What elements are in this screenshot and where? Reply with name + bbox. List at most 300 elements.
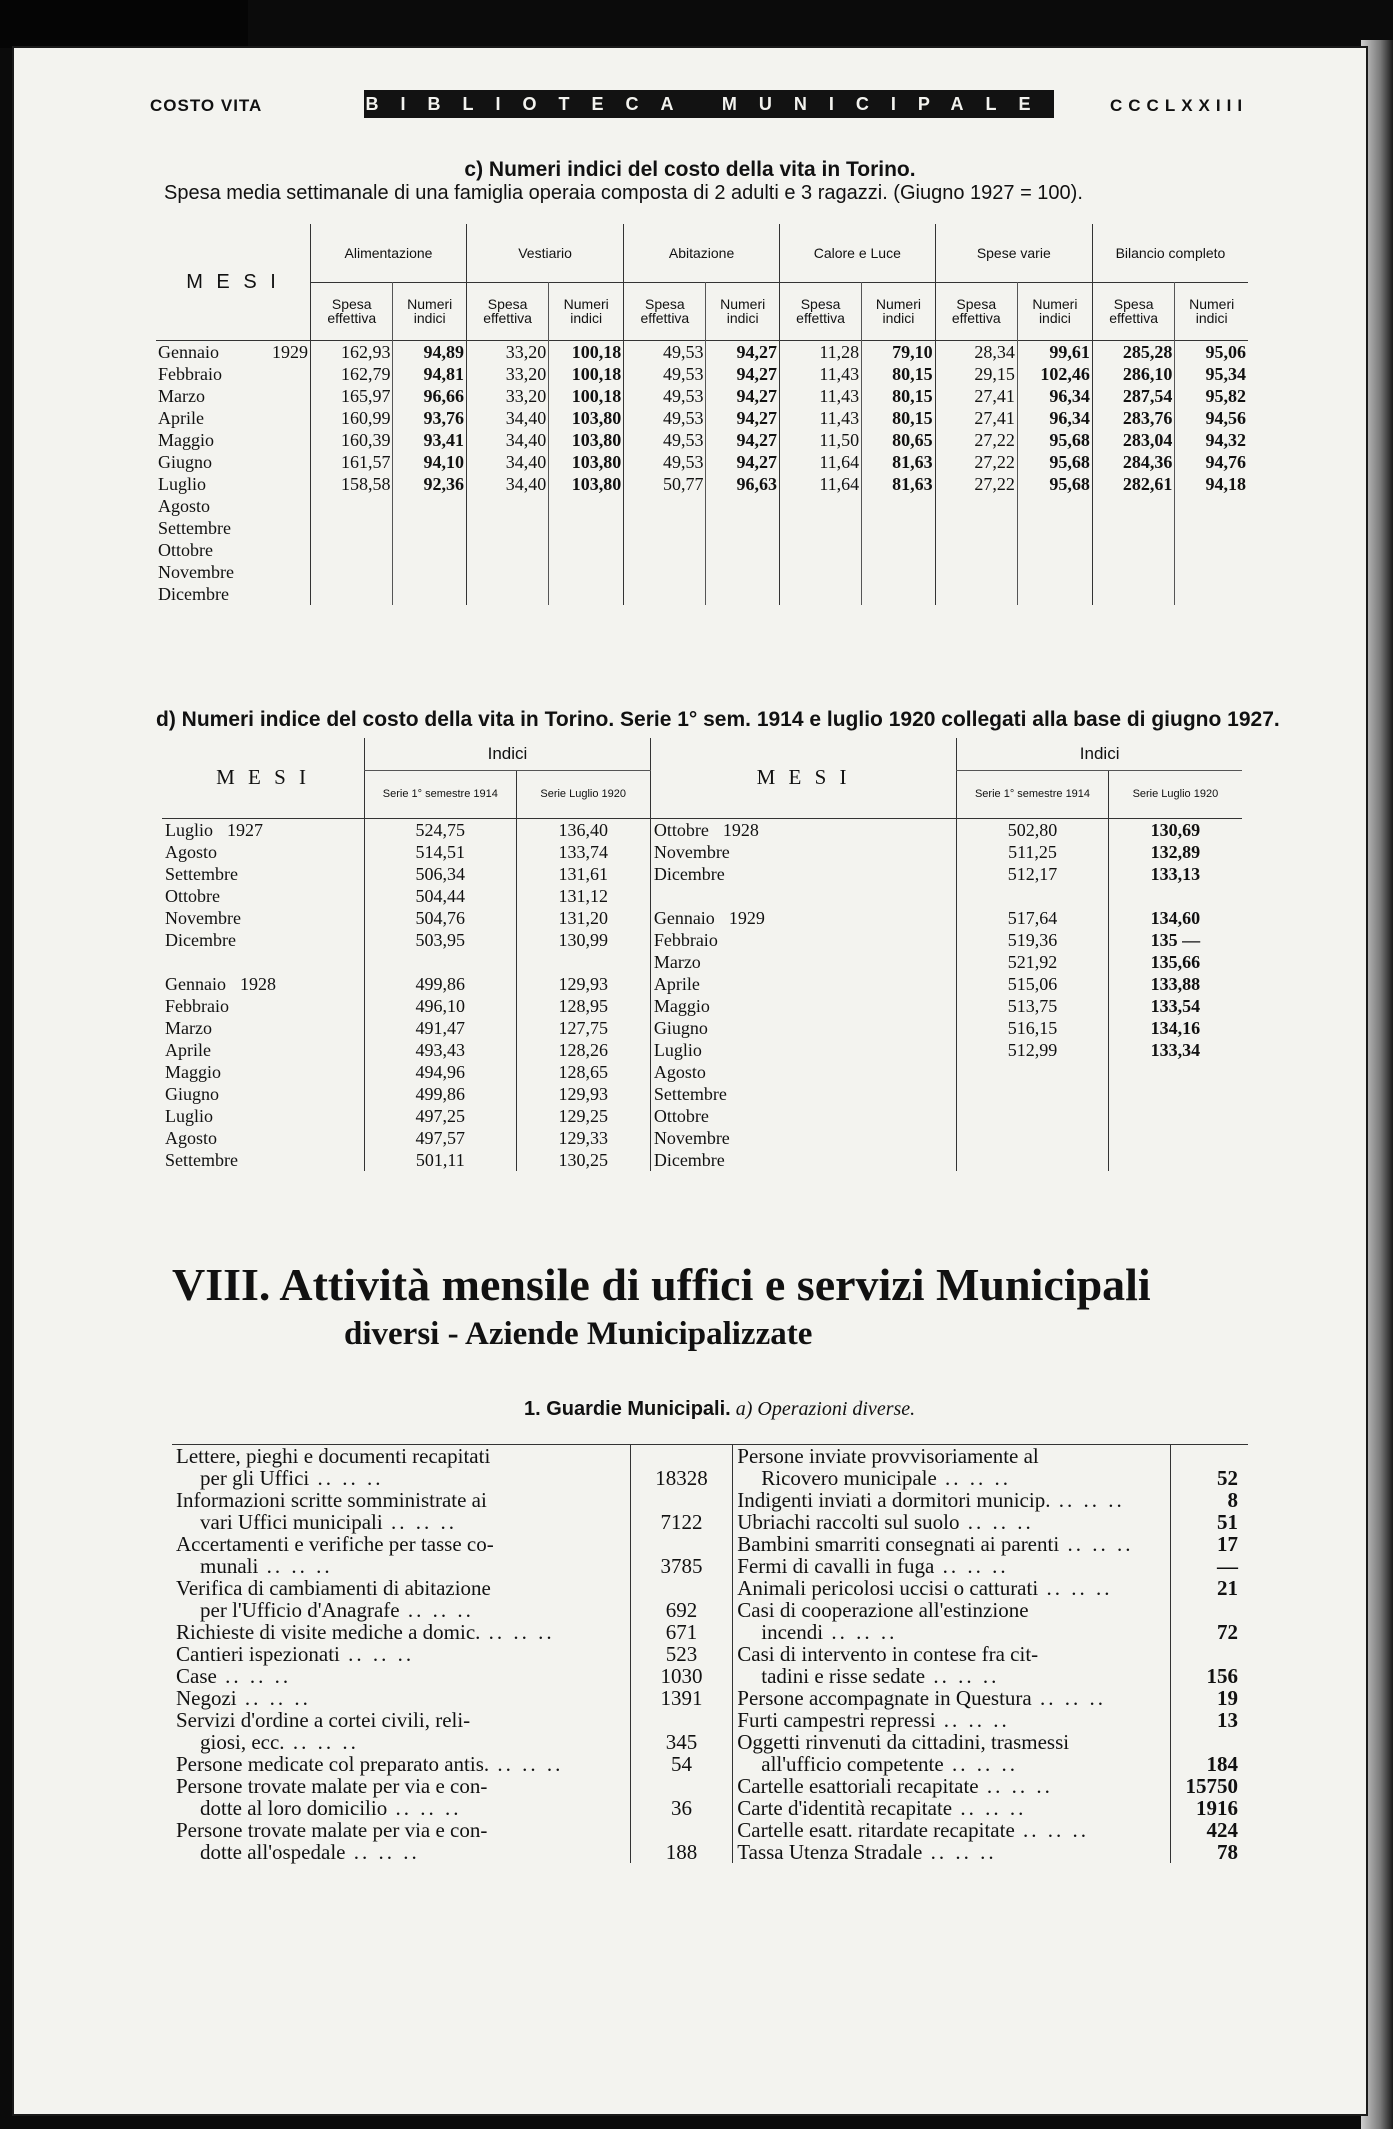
- month-row: [156, 407, 1248, 429]
- value-cell: [862, 561, 935, 583]
- leader-dots: .. .. ..: [216, 1664, 292, 1688]
- month-cell: [650, 1083, 956, 1105]
- operation-value: 345: [665, 1730, 698, 1754]
- operation-label: [733, 1467, 1171, 1489]
- operation-text: dotte all'ospedale: [200, 1840, 346, 1864]
- value-cell: 27,22: [935, 429, 1017, 451]
- value-cell: 49,53: [624, 385, 706, 407]
- scan-dark-corner: [0, 0, 248, 48]
- serie-1920-value: 135 —: [1108, 929, 1242, 951]
- operation-label: [172, 1555, 630, 1577]
- operation-text: Persone inviate provvisoriamente al: [737, 1444, 1039, 1468]
- operation-text: Negozi: [176, 1686, 237, 1710]
- month-cell: [162, 1105, 365, 1127]
- leader-dots: .. .. ..: [922, 1840, 997, 1864]
- operation-count: [630, 1445, 733, 1468]
- value-cell: 27,22: [935, 451, 1017, 473]
- value-cell: 94,89: [393, 340, 466, 363]
- operation-value: 1391: [660, 1686, 703, 1710]
- operation-text: per l'Ufficio d'Anagrafe: [200, 1598, 400, 1622]
- serie-1914-value: 506,34: [365, 863, 516, 885]
- operation-label: [733, 1709, 1171, 1731]
- month-cell: [156, 495, 311, 517]
- serie-1920-header: Serie Luglio 1920: [1108, 770, 1242, 818]
- serie-1914-value: 491,47: [365, 1017, 516, 1039]
- serie-1920-value: 130,25: [516, 1149, 650, 1171]
- group-header: Bilancio completo: [1092, 224, 1248, 282]
- value-cell: 28,34: [935, 340, 1017, 363]
- month-cell: [162, 907, 365, 929]
- operation-text: giosi, ecc.: [200, 1730, 285, 1754]
- operation-text: Persone accompagnate in Questura: [737, 1686, 1032, 1710]
- operation-text: Cartelle esatt. ritardate recapitate: [737, 1818, 1015, 1842]
- leader-dots: .. .. ..: [1038, 1576, 1113, 1600]
- value-cell: 287,54: [1092, 385, 1174, 407]
- value-cell: [1175, 561, 1248, 583]
- month-cell: [162, 863, 365, 885]
- month-cell: [650, 1061, 956, 1083]
- month-cell: [156, 451, 311, 473]
- value-cell: [466, 539, 548, 561]
- serie-1920-value: 135,66: [1108, 951, 1242, 973]
- month-cell: [156, 583, 311, 605]
- serie-1920-value: 127,75: [516, 1017, 650, 1039]
- operations-table: [172, 1444, 1248, 1863]
- month-name: Marzo: [653, 951, 701, 972]
- leader-dots: .. .. ..: [1050, 1488, 1125, 1512]
- value-cell: 162,79: [311, 363, 393, 385]
- serie-1914-value: [957, 1083, 1108, 1105]
- value-cell: 95,82: [1175, 385, 1248, 407]
- value-cell: 103,80: [549, 407, 624, 429]
- month-cell: [650, 907, 956, 929]
- value-cell: 94,27: [706, 340, 779, 363]
- leader-dots: .. .. ..: [959, 1510, 1034, 1534]
- value-cell: 161,57: [311, 451, 393, 473]
- operation-label: [172, 1511, 630, 1533]
- value-cell: 96,34: [1017, 407, 1092, 429]
- value-cell: 99,61: [1017, 340, 1092, 363]
- value-cell: [311, 539, 393, 561]
- value-cell: [706, 495, 779, 517]
- sub-header: Spesa effettiva: [935, 282, 1017, 340]
- value-cell: 100,18: [549, 363, 624, 385]
- operation-line: [172, 1665, 1248, 1687]
- month-name: Settembre: [158, 517, 231, 538]
- value-cell: [862, 495, 935, 517]
- value-cell: 49,53: [624, 407, 706, 429]
- serie-1920-value: [1108, 1127, 1242, 1149]
- value-cell: 100,18: [549, 385, 624, 407]
- year-label: 1929: [272, 341, 308, 362]
- value-cell: 95,68: [1017, 473, 1092, 495]
- month-name: Gennaio: [653, 907, 715, 928]
- operation-count: [1171, 1555, 1248, 1577]
- value-cell: 27,22: [935, 473, 1017, 495]
- value-cell: [549, 539, 624, 561]
- value-cell: 95,06: [1175, 340, 1248, 363]
- serie-1914-value: 511,25: [957, 841, 1108, 863]
- year-label: 1928: [722, 819, 759, 840]
- operation-value: 156: [1206, 1664, 1238, 1688]
- operation-text: tadini e risse sedate: [761, 1664, 926, 1688]
- operation-label: [733, 1599, 1171, 1621]
- value-cell: 162,93: [311, 340, 393, 363]
- operation-text: Ubriachi raccolti sul suolo: [737, 1510, 960, 1534]
- operation-text: Indigenti inviati a dormitori municip.: [737, 1488, 1051, 1512]
- month-name: Novembre: [165, 907, 241, 928]
- month-cell: [162, 1061, 365, 1083]
- serie-1920-value: 129,93: [516, 973, 650, 995]
- operation-text: Casi di intervento in contese fra cit-: [737, 1642, 1039, 1666]
- month-name: Gennaio: [165, 973, 226, 994]
- serie-1914-value: 515,06: [957, 973, 1108, 995]
- leader-dots: .. .. ..: [925, 1664, 1000, 1688]
- serie-1914-value: 519,36: [957, 929, 1108, 951]
- indici-right: Indici: [957, 738, 1242, 770]
- operation-line: [172, 1643, 1248, 1665]
- value-cell: 81,63: [862, 473, 935, 495]
- value-cell: 11,64: [779, 473, 861, 495]
- leader-dots: .. .. ..: [339, 1642, 415, 1666]
- value-cell: 95,68: [1017, 451, 1092, 473]
- sub-header: Numeri indici: [1017, 282, 1092, 340]
- operation-count: [1171, 1687, 1248, 1709]
- operation-label: [172, 1665, 630, 1687]
- index-series-table: [162, 738, 1242, 1171]
- sub-header: Numeri indici: [1175, 282, 1248, 340]
- month-row: [156, 363, 1248, 385]
- operation-label: [172, 1687, 630, 1709]
- month-name: Marzo: [158, 385, 205, 406]
- value-cell: 96,66: [393, 385, 466, 407]
- operation-value: 51: [1217, 1510, 1238, 1534]
- month-cell: [156, 385, 311, 407]
- month-row: [156, 451, 1248, 473]
- serie-1914-value: 524,75: [365, 818, 516, 841]
- operation-label: [733, 1687, 1171, 1709]
- serie-1920-value: 131,12: [516, 885, 650, 907]
- month-name: Ottobre: [165, 885, 220, 906]
- operation-text: Bambini smarriti consegnati ai parenti: [737, 1532, 1060, 1556]
- value-cell: 80,15: [862, 385, 935, 407]
- operation-count: [1171, 1577, 1248, 1599]
- running-header-left: COSTO VITA: [150, 96, 263, 115]
- month-name: Aprile: [158, 407, 204, 428]
- month-name: Novembre: [158, 561, 234, 582]
- month-name: Luglio: [158, 473, 206, 494]
- sub-header: Spesa effettiva: [779, 282, 861, 340]
- operation-text: Tassa Utenza Stradale: [737, 1840, 923, 1864]
- index-table-body: [162, 818, 1242, 1171]
- operation-value: 671: [665, 1620, 698, 1644]
- month-cell: [162, 973, 365, 995]
- serie-1914-value: 504,76: [365, 907, 516, 929]
- operation-label: [172, 1819, 630, 1841]
- value-cell: 94,27: [706, 407, 779, 429]
- operation-value: —: [1217, 1554, 1238, 1578]
- operation-text: Carte d'identità recapitate: [737, 1796, 953, 1820]
- value-cell: [935, 583, 1017, 605]
- operation-count: [1171, 1797, 1248, 1819]
- operation-value: 19: [1217, 1686, 1238, 1710]
- serie-1914-value: 493,43: [365, 1039, 516, 1061]
- section-c-title: c) Numeri indici del costo della vita in Torino.: [464, 158, 916, 181]
- value-cell: 27,41: [935, 385, 1017, 407]
- operation-count: [630, 1621, 733, 1643]
- operation-label: [733, 1577, 1171, 1599]
- operation-label: [733, 1489, 1171, 1511]
- operation-label: [172, 1577, 630, 1599]
- value-cell: 160,39: [311, 429, 393, 451]
- operation-value: 13: [1217, 1708, 1238, 1732]
- value-cell: [393, 561, 466, 583]
- operation-value: 7122: [660, 1510, 703, 1534]
- value-cell: [1017, 561, 1092, 583]
- operation-value: 78: [1217, 1840, 1238, 1864]
- operation-text: Accertamenti e verifiche per tasse co-: [176, 1532, 494, 1556]
- value-cell: [935, 539, 1017, 561]
- year-label: 1927: [227, 819, 263, 840]
- group-header: Calore e Luce: [779, 224, 935, 282]
- value-cell: [466, 495, 548, 517]
- operation-line: [172, 1621, 1248, 1643]
- operation-count: [1171, 1511, 1248, 1533]
- serie-1914-value: 497,57: [365, 1127, 516, 1149]
- operation-count: [1171, 1709, 1248, 1731]
- operation-line: [172, 1841, 1248, 1863]
- operation-count: [630, 1489, 733, 1511]
- year-label: 1929: [728, 907, 765, 928]
- index-row: [162, 1017, 1242, 1039]
- value-cell: [935, 561, 1017, 583]
- serie-1914-value: [957, 1127, 1108, 1149]
- operation-label: [733, 1511, 1171, 1533]
- value-cell: 283,04: [1092, 429, 1174, 451]
- value-cell: 93,76: [393, 407, 466, 429]
- value-cell: 96,34: [1017, 385, 1092, 407]
- value-cell: [1017, 495, 1092, 517]
- month-cell: [650, 1149, 956, 1171]
- operation-text: Ricovero municipale: [761, 1466, 937, 1490]
- month-cell: [156, 517, 311, 539]
- month-cell: [650, 1127, 956, 1149]
- operation-text: vari Uffici municipali: [200, 1510, 383, 1534]
- operation-count: [1171, 1533, 1248, 1555]
- index-row: [162, 1105, 1242, 1127]
- month-row: [156, 340, 1248, 363]
- sub-header: Spesa effettiva: [466, 282, 548, 340]
- month-name: Dicembre: [653, 1149, 725, 1170]
- value-cell: 93,41: [393, 429, 466, 451]
- operation-line: [172, 1709, 1248, 1731]
- value-cell: 34,40: [466, 451, 548, 473]
- value-cell: [935, 517, 1017, 539]
- month-cell: [650, 995, 956, 1017]
- month-name: Dicembre: [653, 863, 725, 884]
- index-row: [162, 995, 1242, 1017]
- serie-1914-value: 502,80: [957, 818, 1108, 841]
- serie-1914-header: Serie 1° semestre 1914: [957, 770, 1108, 818]
- month-cell: [156, 473, 311, 495]
- operation-value: 523: [665, 1642, 698, 1666]
- value-cell: 27,41: [935, 407, 1017, 429]
- index-row: [162, 1149, 1242, 1171]
- value-cell: [1092, 561, 1174, 583]
- serie-1920-value: 133,34: [1108, 1039, 1242, 1061]
- month-name: Maggio: [158, 429, 214, 450]
- month-cell: [162, 1149, 365, 1171]
- operation-line: [172, 1775, 1248, 1797]
- month-cell: [162, 929, 365, 951]
- operation-count: [630, 1841, 733, 1863]
- value-cell: 160,99: [311, 407, 393, 429]
- operation-label: [172, 1731, 630, 1753]
- value-cell: [1092, 539, 1174, 561]
- operation-label: [172, 1841, 630, 1863]
- value-cell: [706, 561, 779, 583]
- month-name: Aprile: [653, 973, 700, 994]
- operation-count: [1171, 1753, 1248, 1775]
- month-name: Agosto: [653, 1061, 706, 1082]
- operation-label: [172, 1753, 630, 1775]
- leader-dots: .. .. ..: [934, 1554, 1009, 1578]
- month-row: [156, 539, 1248, 561]
- index-row: [162, 1061, 1242, 1083]
- value-cell: 11,43: [779, 385, 861, 407]
- value-cell: [311, 561, 393, 583]
- group-header: Abitazione: [624, 224, 780, 282]
- serie-1914-value: [957, 1061, 1108, 1083]
- month-name: Ottobre: [158, 539, 213, 560]
- serie-1914-value: 499,86: [365, 973, 516, 995]
- month-cell: [650, 885, 956, 907]
- operation-text: munali: [200, 1554, 259, 1578]
- operation-count: [1171, 1819, 1248, 1841]
- month-cell: [162, 951, 365, 973]
- month-name: Ottobre: [653, 819, 709, 840]
- month-cell: [156, 561, 311, 583]
- value-cell: [549, 517, 624, 539]
- leader-dots: .. .. ..: [936, 1466, 1012, 1490]
- value-cell: 81,63: [862, 451, 935, 473]
- month-cell: [156, 407, 311, 429]
- operation-count: [630, 1687, 733, 1709]
- serie-1920-value: 128,95: [516, 995, 650, 1017]
- sub-header: Spesa effettiva: [624, 282, 706, 340]
- value-cell: [1092, 583, 1174, 605]
- operation-label: [172, 1643, 630, 1665]
- value-cell: [1017, 539, 1092, 561]
- operation-count: [630, 1599, 733, 1621]
- month-cell: [650, 818, 956, 841]
- value-cell: [393, 495, 466, 517]
- month-name: Novembre: [653, 1127, 730, 1148]
- serie-1914-value: 494,96: [365, 1061, 516, 1083]
- value-cell: [706, 539, 779, 561]
- month-row: [156, 385, 1248, 407]
- operation-value: 72: [1217, 1620, 1238, 1644]
- serie-1920-value: 134,16: [1108, 1017, 1242, 1039]
- leader-dots: .. .. ..: [943, 1752, 1018, 1776]
- operation-label: [733, 1731, 1171, 1753]
- operation-line: [172, 1819, 1248, 1841]
- value-cell: [779, 583, 861, 605]
- operation-label: [733, 1819, 1171, 1841]
- operation-label: [172, 1599, 630, 1621]
- month-cell: [650, 929, 956, 951]
- month-name: Maggio: [653, 995, 710, 1016]
- guardie-label: 1. Guardie Municipali.: [524, 1398, 731, 1420]
- operation-value: 54: [671, 1752, 692, 1776]
- serie-1920-value: 132,89: [1108, 841, 1242, 863]
- leader-dots: .. .. ..: [978, 1774, 1053, 1798]
- month-cell: [650, 973, 956, 995]
- operation-count: [630, 1467, 733, 1489]
- month-row: [156, 473, 1248, 495]
- serie-1920-value: [516, 951, 650, 973]
- operation-value: 21: [1217, 1576, 1238, 1600]
- operation-line: [172, 1511, 1248, 1533]
- value-cell: 102,46: [1017, 363, 1092, 385]
- section-d-title: d) Numeri indice del costo della vita in Torino. Serie 1° sem. 1914 e luglio 1920 collegati alla base di giugno 1927.: [156, 708, 1280, 731]
- sub-header: Numeri indici: [862, 282, 935, 340]
- serie-1920-value: 133,74: [516, 841, 650, 863]
- serie-1914-value: 516,15: [957, 1017, 1108, 1039]
- month-cell: [156, 429, 311, 451]
- operation-text: Richieste di visite mediche a domic.: [176, 1620, 481, 1644]
- operation-line: [172, 1599, 1248, 1621]
- operation-label: [733, 1643, 1171, 1665]
- serie-1920-value: 128,26: [516, 1039, 650, 1061]
- serie-1914-value: 503,95: [365, 929, 516, 951]
- serie-1914-value: [957, 1149, 1108, 1171]
- month-name: Luglio: [653, 1039, 702, 1060]
- month-name: Dicembre: [165, 929, 236, 950]
- month-cell: [162, 818, 365, 841]
- value-cell: [862, 517, 935, 539]
- month-cell: [156, 340, 311, 363]
- month-cell: [650, 863, 956, 885]
- month-name: Giugno: [165, 1083, 219, 1104]
- operation-label: [733, 1753, 1171, 1775]
- operation-line: [172, 1489, 1248, 1511]
- serie-1914-value: 512,17: [957, 863, 1108, 885]
- serie-1920-value: [1108, 1083, 1242, 1105]
- sub-header: Spesa effettiva: [311, 282, 393, 340]
- value-cell: 283,76: [1092, 407, 1174, 429]
- month-row: [156, 429, 1248, 451]
- value-cell: 95,68: [1017, 429, 1092, 451]
- value-cell: 50,77: [624, 473, 706, 495]
- operation-label: [733, 1775, 1171, 1797]
- value-cell: [624, 495, 706, 517]
- indici-left: Indici: [365, 738, 651, 770]
- value-cell: 34,40: [466, 473, 548, 495]
- operations-table-body: [172, 1445, 1248, 1864]
- group-header: Vestiario: [466, 224, 623, 282]
- serie-1920-value: [1108, 885, 1242, 907]
- value-cell: 103,80: [549, 451, 624, 473]
- index-row: [162, 929, 1242, 951]
- operation-line: [172, 1687, 1248, 1709]
- value-cell: [311, 495, 393, 517]
- operation-label: [733, 1621, 1171, 1643]
- operation-line: [172, 1753, 1248, 1775]
- col-mesi: M E S I: [156, 224, 311, 340]
- value-cell: 34,40: [466, 429, 548, 451]
- operation-text: Persone trovate malate per via e con-: [176, 1774, 488, 1798]
